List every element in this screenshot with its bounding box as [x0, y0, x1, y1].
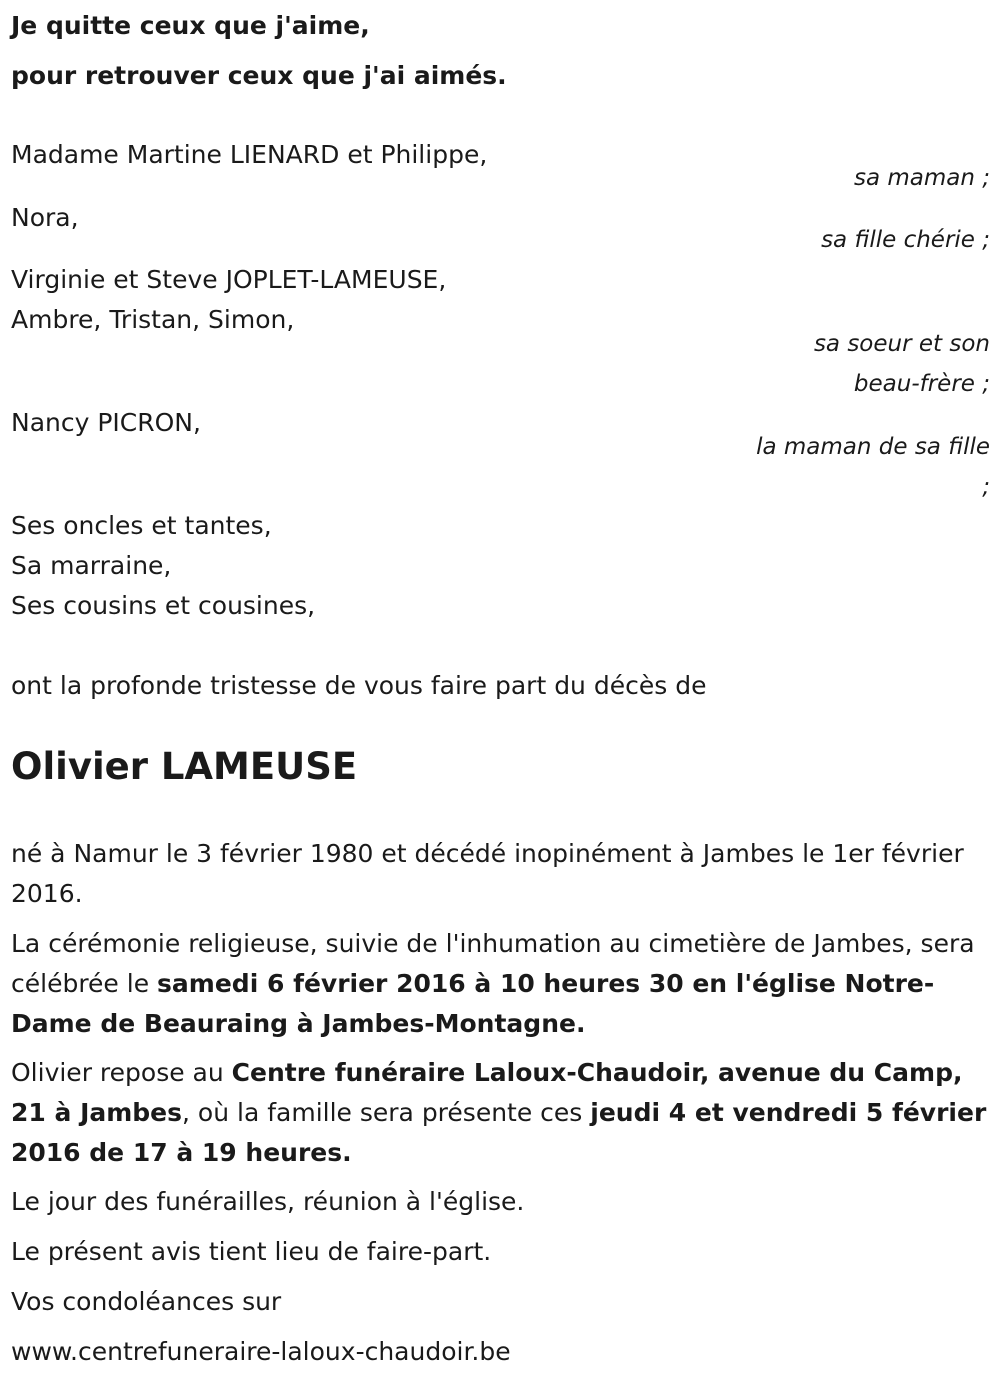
- website-line: [11, 1332, 511, 1372]
- godmother: Sa marraine,: [11, 551, 172, 580]
- daughter-mother-name: Nancy PICRON,: [11, 408, 201, 437]
- mother-role: sa maman ;: [853, 165, 990, 191]
- epigraph-line-2: pour retrouver ceux que j'ai aimés.: [11, 61, 507, 90]
- ceremony-paragraph: [11, 924, 996, 1044]
- daughter-name: Nora,: [11, 203, 79, 232]
- repose-times: jeudi 4 et vendredi 5 février 2016 de 17 à 19 heures.: [11, 1098, 987, 1167]
- sister-role-line-1: sa soeur et son: [813, 331, 990, 357]
- repose-paragraph: [11, 1053, 996, 1173]
- ceremony-intro: La cérémonie religieuse, suivie de l'inhumation au cimetière de Jambes, sera célébrée le: [11, 929, 975, 998]
- website-link[interactable]: www.centrefuneraire-laloux-chaudoir.be: [11, 1337, 511, 1366]
- epigraph-line-1: Je quitte ceux que j'aime,: [11, 11, 370, 40]
- notice-note: Le présent avis tient lieu de faire-part.: [11, 1237, 492, 1266]
- daughter-mother-role-line-1: la maman de sa fille: [756, 434, 990, 460]
- condolences-label: Vos condoléances sur: [11, 1287, 282, 1316]
- mother-name: Madame Martine LIENARD et Philippe,: [11, 140, 488, 169]
- funeral-day-note: Le jour des funérailles, réunion à l'église.: [11, 1187, 525, 1216]
- birth-death-paragraph: né à Namur le 3 février 1980 et décédé inopinément à Jambes le 1er février 2016.: [11, 839, 964, 908]
- cousins: Ses cousins et cousines,: [11, 591, 316, 620]
- repose-middle: , où la famille sera présente ces: [182, 1098, 591, 1127]
- sister-name-line-1: Virginie et Steve JOPLET-LAMEUSE,: [11, 265, 447, 294]
- ceremony-details: samedi 6 février 2016 à 10 heures 30 en l'église Notre-Dame de Beauraing à Jambes-Montagne.: [11, 969, 935, 1038]
- daughter-mother-role-line-2: ;: [982, 474, 990, 500]
- uncles-aunts: Ses oncles et tantes,: [11, 511, 272, 540]
- daughter-role: sa fille chérie ;: [821, 227, 990, 253]
- repose-place: Centre funéraire Laloux-Chaudoir, avenue du Camp, 21 à Jambes: [11, 1058, 963, 1127]
- announcement: ont la profonde tristesse de vous faire part du décès de: [11, 671, 707, 700]
- deceased-name: Olivier LAMEUSE: [11, 745, 358, 788]
- repose-intro: Olivier repose au: [11, 1058, 232, 1087]
- sister-name-line-2: Ambre, Tristan, Simon,: [11, 305, 295, 334]
- sister-role-line-2: beau-frère ;: [853, 371, 990, 397]
